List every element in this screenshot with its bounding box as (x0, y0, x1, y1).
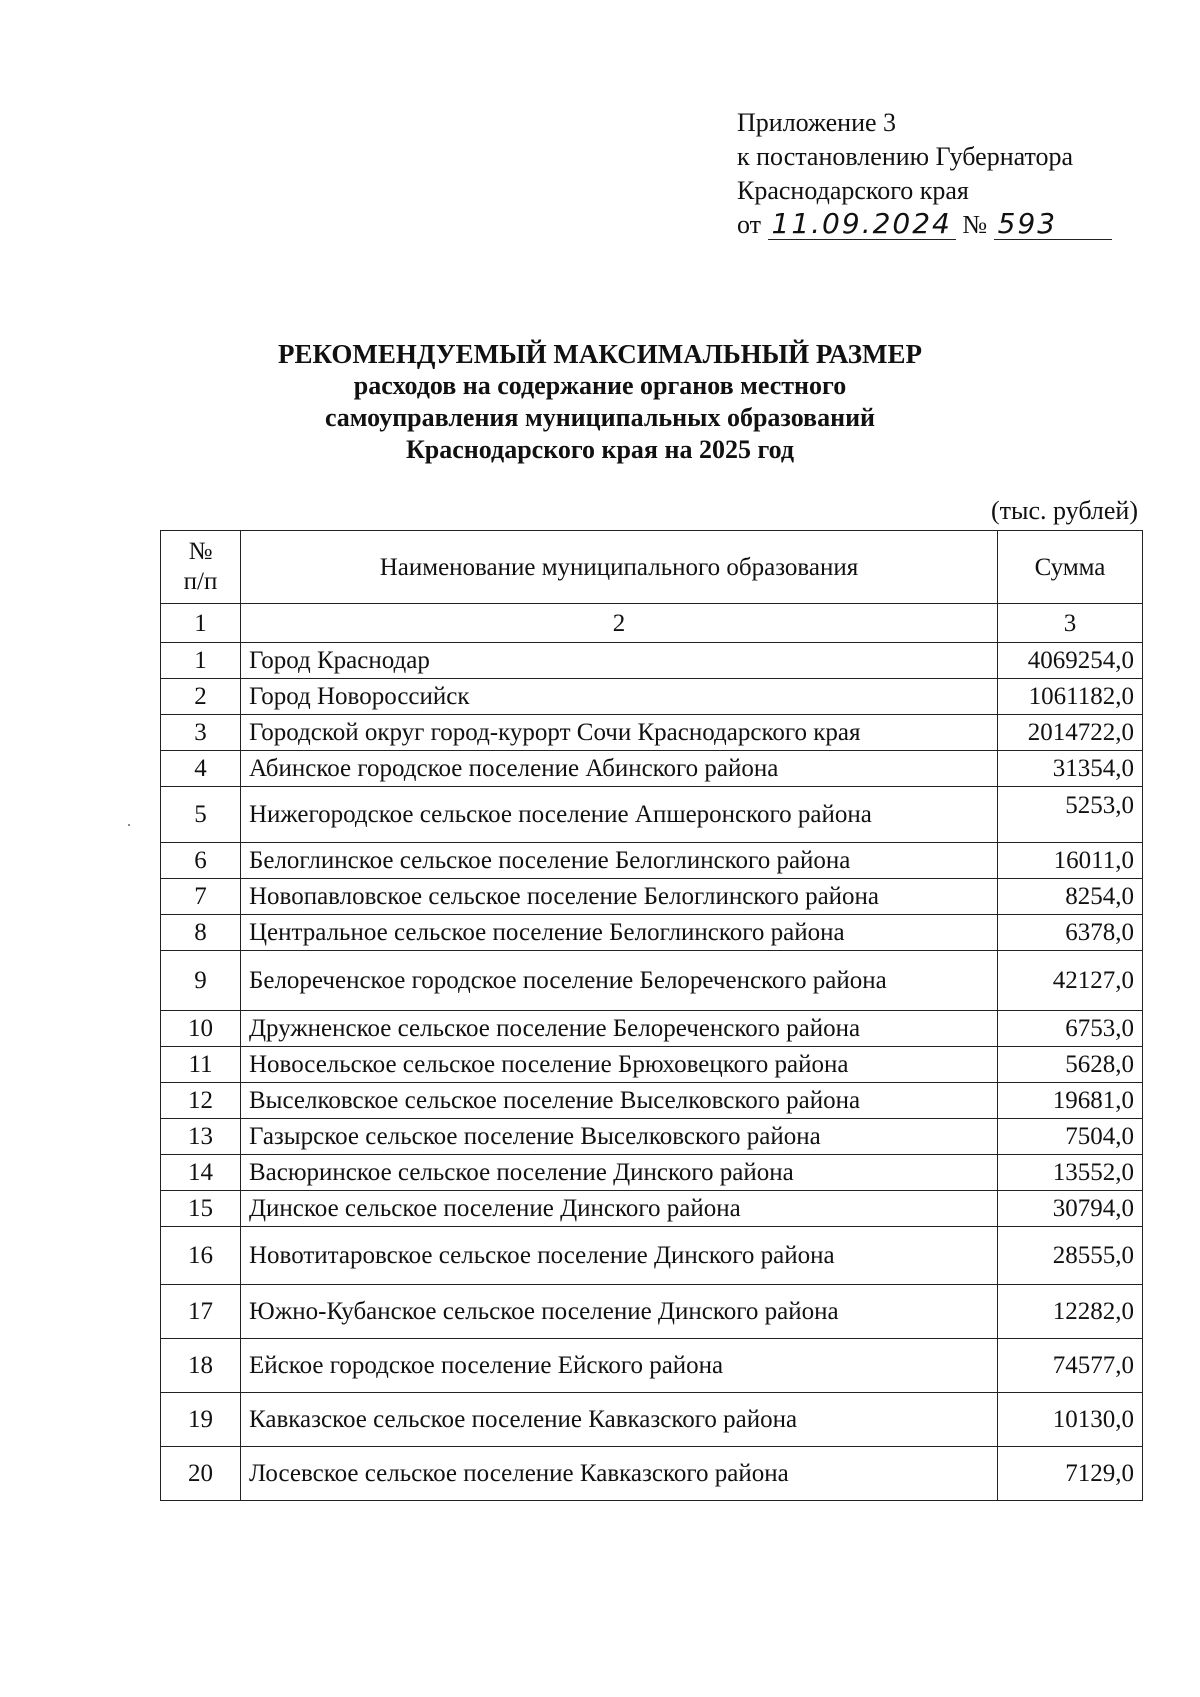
appendix-date-line (737, 208, 1112, 242)
table-row (161, 1285, 1143, 1339)
table-row (161, 1155, 1143, 1191)
municipality-name: Ейское городское поселение Ейского района (241, 1339, 998, 1393)
expense-amount: 12282,0 (998, 1285, 1143, 1339)
column-index-row (161, 604, 1143, 643)
table-row (161, 879, 1143, 915)
municipality-name: Новотитаровское сельское поселение Динского района (241, 1227, 998, 1285)
table-row (161, 1047, 1143, 1083)
expense-amount: 16011,0 (998, 843, 1143, 879)
table-row (161, 951, 1143, 1011)
table-row (161, 787, 1143, 843)
expenses-table (160, 530, 1143, 1501)
table-row (161, 1011, 1143, 1047)
expense-amount: 2014722,0 (998, 715, 1143, 751)
table-row (161, 1447, 1143, 1501)
table-row (161, 715, 1143, 751)
number-sign: № (962, 210, 988, 239)
row-number: 16 (161, 1227, 241, 1285)
table-row (161, 679, 1143, 715)
table-header-row (161, 531, 1143, 604)
table-row (161, 915, 1143, 951)
title-line-2: расходов на содержание органов местного (353, 371, 847, 400)
row-number: 9 (161, 951, 241, 1011)
expense-amount: 5628,0 (998, 1047, 1143, 1083)
row-number: 17 (161, 1285, 241, 1339)
expense-amount: 74577,0 (998, 1339, 1143, 1393)
municipality-name: Центральное сельское поселение Белоглинского района (241, 915, 998, 951)
appendix-block (737, 106, 1112, 242)
expense-amount: 28555,0 (998, 1227, 1143, 1285)
municipality-name: Южно-Кубанское сельское поселение Динского района (241, 1285, 998, 1339)
municipality-name: Город Краснодар (241, 643, 998, 679)
expense-amount: 7129,0 (998, 1447, 1143, 1501)
expense-amount: 30794,0 (998, 1191, 1143, 1227)
handwritten-number: 593 (994, 209, 1112, 240)
appendix-title: Приложение 3 (737, 108, 897, 137)
units-label: (тыс. рублей) (990, 496, 1138, 525)
row-number: 14 (161, 1155, 241, 1191)
municipality-name: Васюринское сельское поселение Динского района (241, 1155, 998, 1191)
row-number: 13 (161, 1119, 241, 1155)
title-line-3: самоуправления муниципальных образований (324, 403, 876, 432)
municipality-name: Нижегородское сельское поселение Апшеронского района (241, 787, 998, 843)
column-index-3: 3 (998, 604, 1143, 643)
expense-amount: 42127,0 (998, 951, 1143, 1011)
expense-amount: 8254,0 (998, 879, 1143, 915)
municipality-name: Новопавловское сельское поселение Белоглинского района (241, 879, 998, 915)
municipality-name: Лосевское сельское поселение Кавказского района (241, 1447, 998, 1501)
expense-amount: 19681,0 (998, 1083, 1143, 1119)
header-sum: Сумма (998, 531, 1143, 604)
row-number: 2 (161, 679, 241, 715)
row-number: 6 (161, 843, 241, 879)
municipality-name: Белоглинское сельское поселение Белоглинского района (241, 843, 998, 879)
row-number: 4 (161, 751, 241, 787)
document-title (0, 338, 1200, 466)
header-number-pp: п/п (183, 568, 218, 595)
row-number: 5 (161, 787, 241, 843)
column-index-2: 2 (241, 604, 998, 643)
municipality-name: Городской округ город-курорт Сочи Краснодарского края (241, 715, 998, 751)
row-number: 11 (161, 1047, 241, 1083)
expense-amount: 6378,0 (998, 915, 1143, 951)
expense-amount: 31354,0 (998, 751, 1143, 787)
row-number: 12 (161, 1083, 241, 1119)
expense-amount: 13552,0 (998, 1155, 1143, 1191)
municipality-name: Белореченское городское поселение Белореченского района (241, 951, 998, 1011)
table-row (161, 1083, 1143, 1119)
appendix-reference: к постановлению Губернатора (737, 142, 1074, 171)
table-row (161, 643, 1143, 679)
expense-amount: 1061182,0 (998, 679, 1143, 715)
column-index-1: 1 (161, 604, 241, 643)
municipality-name: Город Новороссийск (241, 679, 998, 715)
municipality-name: Газырское сельское поселение Выселковского района (241, 1119, 998, 1155)
handwritten-date: 11.09.2024 (768, 209, 956, 240)
expense-amount: 5253,0 (998, 787, 1143, 843)
expense-amount: 10130,0 (998, 1393, 1143, 1447)
row-number: 10 (161, 1011, 241, 1047)
row-number: 19 (161, 1393, 241, 1447)
municipality-name: Дружненское сельское поселение Белореченского района (241, 1011, 998, 1047)
scan-speck (128, 824, 130, 826)
row-number: 7 (161, 879, 241, 915)
table-row (161, 751, 1143, 787)
table-row (161, 1119, 1143, 1155)
row-number: 20 (161, 1447, 241, 1501)
title-line-4: Краснодарского края на 2025 год (405, 435, 795, 464)
row-number: 3 (161, 715, 241, 751)
header-number (161, 531, 241, 604)
municipality-name: Новосельское сельское поселение Брюховецкого района (241, 1047, 998, 1083)
municipality-name: Динское сельское поселение Динского района (241, 1191, 998, 1227)
expense-amount: 7504,0 (998, 1119, 1143, 1155)
row-number: 18 (161, 1339, 241, 1393)
appendix-region: Краснодарского края (737, 176, 969, 205)
expense-amount: 4069254,0 (998, 643, 1143, 679)
header-number-sign: № (188, 538, 213, 565)
table-row (161, 1339, 1143, 1393)
municipality-name: Абинское городское поселение Абинского района (241, 751, 998, 787)
row-number: 15 (161, 1191, 241, 1227)
table-row (161, 1393, 1143, 1447)
table-row (161, 843, 1143, 879)
header-name: Наименование муниципального образования (241, 531, 998, 604)
title-line-1: РЕКОМЕНДУЕМЫЙ МАКСИМАЛЬНЫЙ РАЗМЕР (277, 339, 923, 369)
date-prefix: от (737, 210, 762, 239)
table-row (161, 1191, 1143, 1227)
expense-amount: 6753,0 (998, 1011, 1143, 1047)
table-row (161, 1227, 1143, 1285)
municipality-name: Кавказское сельское поселение Кавказского района (241, 1393, 998, 1447)
municipality-name: Выселковское сельское поселение Выселковского района (241, 1083, 998, 1119)
row-number: 8 (161, 915, 241, 951)
row-number: 1 (161, 643, 241, 679)
